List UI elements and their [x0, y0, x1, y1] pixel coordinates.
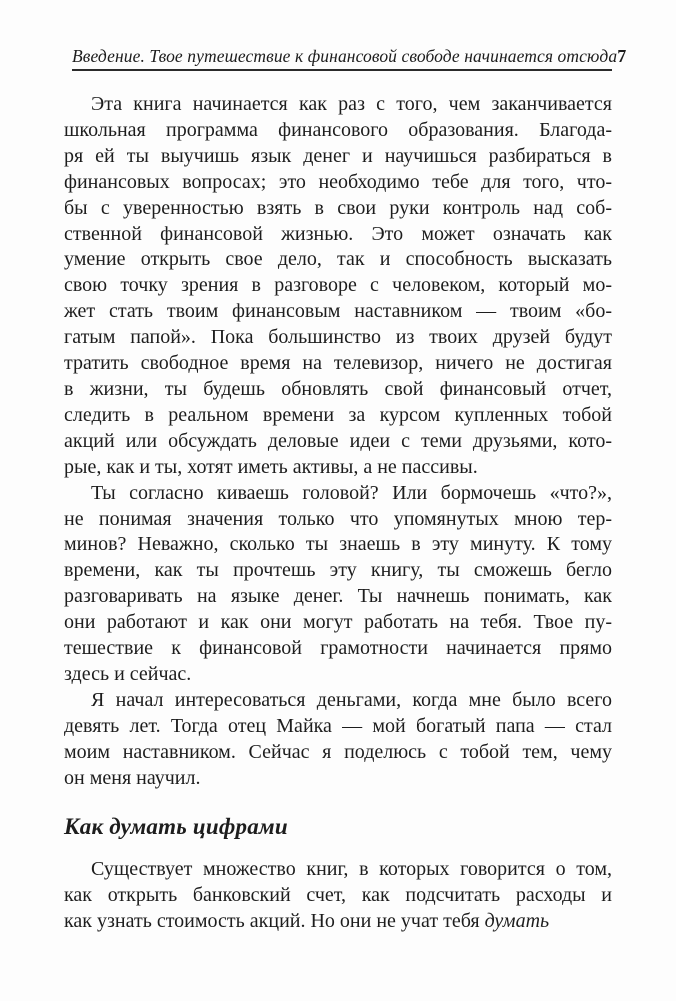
paragraph: [64, 688, 612, 792]
text-line: школьная программа финансового образования. Благода-: [64, 118, 612, 141]
text-line: в жизни, ты будешь обновлять свой финансовый отчет,: [64, 377, 612, 400]
text-line: акций или обсуждать деловые идеи с теми друзьями, кото-: [64, 429, 612, 452]
text-line: они работают и как они могут работать на тебя. Твое пу-: [64, 611, 612, 634]
text-line: жет стать твоим финансовым наставником — твоим «бо-: [64, 300, 612, 323]
text-line: минов? Неважно, сколько ты знаешь в эту минуту. К тому: [64, 533, 612, 556]
text-line: времени, как ты прочтешь эту книгу, ты сможешь бегло: [64, 559, 612, 582]
text-line: тешествие к финансовой грамотности начинается прямо: [64, 637, 612, 660]
text-line: следить в реальном времени за курсом купленных тобой: [64, 403, 612, 426]
text-line: Существует множество книг, в которых говорится о том,: [91, 858, 612, 881]
page-number: 7: [617, 46, 627, 66]
text-line: он меня научил.: [64, 766, 201, 789]
text-line: бы с уверенностью взять в свои руки контроль над соб-: [64, 196, 612, 219]
text-line: тратить свободное время на телевизор, ничего не достигая: [64, 352, 612, 375]
body-text: [64, 92, 612, 935]
running-head: [72, 46, 627, 71]
text-line: гатым папой». Пока большинство из твоих друзей будут: [64, 326, 612, 349]
chapter-running-title: Введение. Твое путешествие к финансовой свободе начинается отсюда: [72, 46, 618, 66]
text-line: ря ей ты выучишь язык денег и научишься разбираться в: [64, 144, 612, 167]
text-line: Эта книга начинается как раз с того, чем заканчивается: [91, 93, 612, 115]
text-line: девять лет. Тогда отец Майка — мой богатый папа — стал: [64, 714, 612, 737]
text-line: свою точку зрения в разговоре с человеком, который мо-: [64, 274, 612, 297]
text-line: как узнать стоимость акций. Но они не учат тебя думать: [64, 910, 550, 933]
text-line: как открыть банковский счет, как подсчитать расходы и: [64, 884, 612, 907]
text-line: финансовых вопросах; это необходимо тебе для того, что-: [64, 170, 612, 193]
text-line: Ты согласно киваешь головой? Или бормочешь «что?»,: [91, 481, 612, 504]
text-line: ственной финансовой жизнью. Это может означать как: [64, 222, 612, 245]
text-line: моим наставником. Сейчас я поделюсь с тобой тем, чему: [64, 740, 612, 763]
text-line: здесь и сейчас.: [64, 662, 192, 685]
section-heading: Как думать цифрами: [64, 814, 288, 840]
text-line: рые, как и ты, хотят иметь активы, а не пассивы.: [64, 455, 478, 478]
text-line: умение открыть свое дело, так и способность высказать: [64, 248, 612, 271]
paragraph: [64, 92, 612, 481]
text-line: Я начал интересоваться деньгами, когда мне было всего: [91, 688, 612, 711]
text-line: разговаривать на языке денег. Ты начнешь понимать, как: [64, 585, 612, 608]
paragraph: [64, 857, 612, 935]
paragraph: [64, 481, 612, 688]
text-line: не понимая значения только что упомянутых мною тер-: [64, 507, 612, 530]
